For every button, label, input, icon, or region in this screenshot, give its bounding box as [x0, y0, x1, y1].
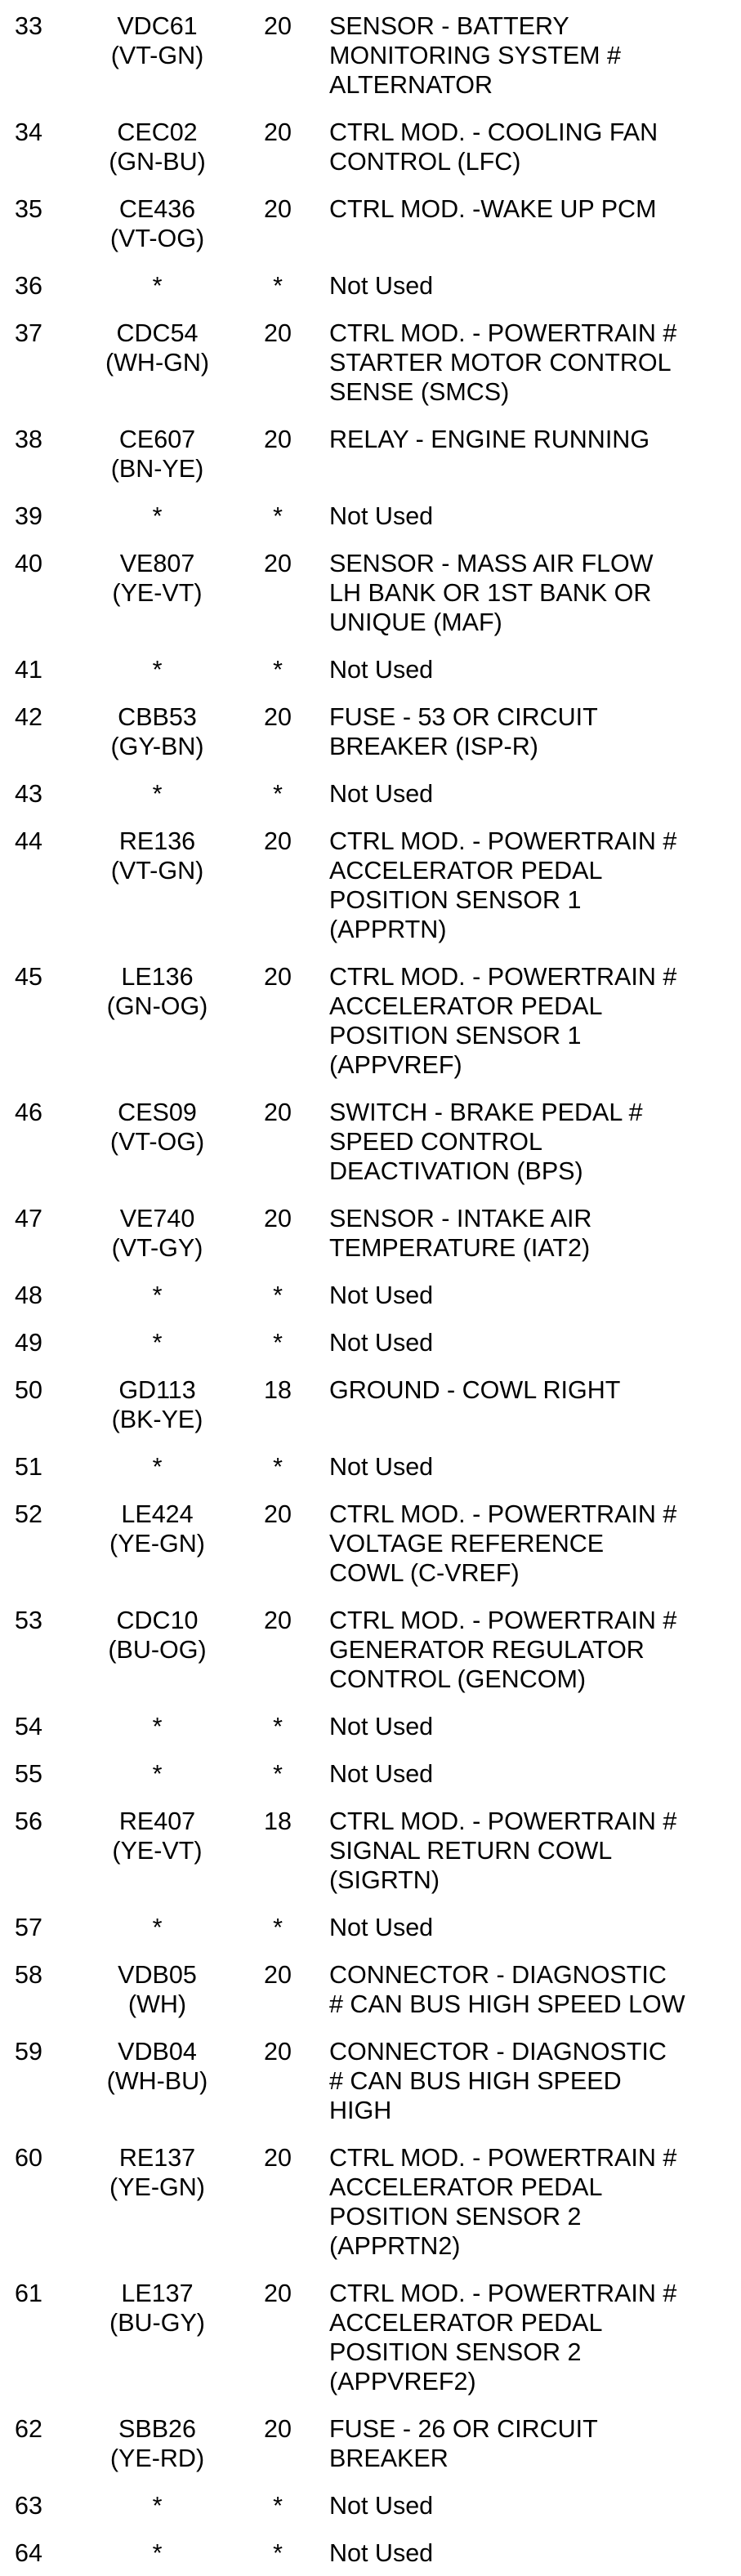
function-line: Not Used: [329, 780, 434, 808]
pin-row: [0, 1318, 741, 1366]
circuit-cell: [82, 1490, 233, 1596]
function-line: (SIGRTN): [329, 1866, 440, 1894]
function-line: CTRL MOD. -WAKE UP PCM: [329, 195, 657, 223]
wire-gauge: 18: [264, 1376, 292, 1404]
circuit-code: *: [152, 2539, 163, 2567]
function-line: BREAKER: [329, 2445, 449, 2472]
circuit-function: [323, 1903, 741, 1950]
pin-number: 41: [15, 656, 42, 684]
circuit-function: [323, 0, 741, 108]
circuit-code: LE136: [121, 963, 194, 991]
function-line: Not Used: [329, 502, 434, 530]
circuit-code: *: [152, 1329, 163, 1357]
circuit-function: [323, 769, 741, 817]
circuit-function: [323, 1749, 741, 1797]
function-line: Not Used: [329, 1329, 434, 1357]
circuit-cell: [82, 1442, 233, 1490]
circuit-function: [323, 415, 741, 492]
function-line: (APPVREF2): [329, 2368, 476, 2396]
circuit-cell: [82, 0, 233, 108]
circuit-function: [323, 952, 741, 1088]
wire-color: (WH): [127, 1990, 187, 2018]
pin-number: 37: [15, 319, 42, 347]
circuit-function: [323, 2481, 741, 2529]
circuit-cell: [82, 539, 233, 645]
function-line: SENSOR - BATTERY: [329, 12, 569, 40]
pin-row: [0, 952, 741, 1088]
circuit-code: CBB53: [118, 703, 197, 731]
circuit-cell: [82, 1088, 233, 1194]
wire-gauge: 20: [264, 319, 292, 347]
circuit-cell: [82, 1797, 233, 1903]
circuit-code: VE807: [119, 550, 195, 577]
pin-row: [0, 2027, 741, 2133]
circuit-cell: [82, 2404, 233, 2481]
function-line: CTRL MOD. - POWERTRAIN #: [329, 2280, 677, 2307]
pin-number: 56: [15, 1807, 42, 1835]
circuit-code: VE740: [119, 1205, 195, 1232]
pin-row: [0, 1490, 741, 1596]
function-line: ALTERNATOR: [329, 71, 493, 99]
wire-gauge: *: [273, 1713, 283, 1740]
pin-number: 42: [15, 703, 42, 731]
function-line: UNIQUE (MAF): [329, 608, 502, 636]
function-line: ACCELERATOR PEDAL: [329, 2309, 603, 2337]
pin-number: 58: [15, 1961, 42, 1989]
function-line: CTRL MOD. - POWERTRAIN #: [329, 963, 677, 991]
circuit-function: [323, 2529, 741, 2576]
circuit-code: VDB05: [118, 1961, 197, 1989]
circuit-function: [323, 492, 741, 539]
pin-number: 46: [15, 1099, 42, 1126]
pin-number: 47: [15, 1205, 42, 1232]
pin-number: 62: [15, 2415, 42, 2443]
function-line: SIGNAL RETURN COWL: [329, 1837, 613, 1865]
function-line: POSITION SENSOR 2: [329, 2203, 582, 2231]
circuit-function: [323, 2269, 741, 2404]
circuit-cell: [82, 1596, 233, 1702]
pin-row: [0, 769, 741, 817]
pin-row: [0, 1596, 741, 1702]
wire-gauge: 20: [264, 2415, 292, 2443]
circuit-code: CDC54: [116, 319, 199, 347]
function-line: DEACTIVATION (BPS): [329, 1157, 583, 1185]
function-line: CTRL MOD. - POWERTRAIN #: [329, 1607, 677, 1634]
function-line: GENERATOR REGULATOR: [329, 1636, 645, 1664]
pin-number: 45: [15, 963, 42, 991]
wire-gauge: 20: [264, 2280, 292, 2307]
function-line: # CAN BUS HIGH SPEED LOW: [329, 1990, 685, 2018]
circuit-code: *: [152, 502, 163, 530]
function-line: CONNECTOR - DIAGNOSTIC: [329, 2038, 667, 2066]
circuit-cell: [82, 1702, 233, 1749]
wire-color: (BK-YE): [111, 1406, 203, 1433]
pin-row: [0, 261, 741, 309]
function-line: Not Used: [329, 1914, 434, 1941]
function-line: POSITION SENSOR 1: [329, 1022, 582, 1050]
function-line: Not Used: [329, 272, 434, 300]
pin-row: [0, 0, 741, 108]
wire-color: (YE-GN): [109, 1530, 205, 1558]
circuit-cell: [82, 185, 233, 261]
wire-gauge: *: [273, 272, 283, 300]
pin-row: [0, 539, 741, 645]
wire-color: (VT-GN): [110, 857, 204, 885]
function-line: HIGH: [329, 2097, 392, 2124]
wire-gauge: 20: [264, 118, 292, 146]
circuit-code: *: [152, 656, 163, 684]
circuit-code: LE137: [121, 2280, 194, 2307]
function-line: Not Used: [329, 2492, 434, 2520]
pin-row: [0, 2133, 741, 2269]
pin-row: [0, 2269, 741, 2404]
pin-row: [0, 1088, 741, 1194]
circuit-cell: [82, 1271, 233, 1318]
circuit-function: [323, 1088, 741, 1194]
pin-number: 57: [15, 1914, 42, 1941]
pin-row: [0, 2404, 741, 2481]
wire-gauge: *: [273, 502, 283, 530]
pin-row: [0, 1950, 741, 2027]
pin-row: [0, 1749, 741, 1797]
function-line: COWL (C-VREF): [329, 1559, 520, 1587]
pin-number: 63: [15, 2492, 42, 2520]
circuit-code: CE607: [118, 426, 196, 453]
wire-color: (WH-GN): [105, 349, 210, 377]
circuit-code: GD113: [118, 1376, 196, 1404]
pin-number: 59: [15, 2038, 42, 2066]
wire-gauge: 20: [264, 1500, 292, 1528]
circuit-code: VDB04: [118, 2038, 197, 2066]
function-line: CTRL MOD. - COOLING FAN: [329, 118, 658, 146]
circuit-function: [323, 1490, 741, 1596]
function-line: CONNECTOR - DIAGNOSTIC: [329, 1961, 667, 1989]
circuit-code: CES09: [118, 1099, 197, 1126]
function-line: Not Used: [329, 1760, 434, 1788]
function-line: MONITORING SYSTEM #: [329, 42, 622, 69]
pin-number: 35: [15, 195, 42, 223]
circuit-cell: [82, 645, 233, 693]
circuit-cell: [82, 2481, 233, 2529]
pin-number: 39: [15, 502, 42, 530]
pin-row: [0, 1797, 741, 1903]
circuit-code: RE137: [118, 2144, 196, 2172]
pin-number: 53: [15, 1607, 42, 1634]
function-line: CTRL MOD. - POWERTRAIN #: [329, 1500, 677, 1528]
circuit-cell: [82, 2269, 233, 2404]
circuit-function: [323, 108, 741, 185]
circuit-code: *: [152, 1760, 163, 1788]
pin-row: [0, 645, 741, 693]
function-line: Not Used: [329, 1281, 434, 1309]
circuit-function: [323, 539, 741, 645]
pin-number: 43: [15, 780, 42, 808]
circuit-cell: [82, 1903, 233, 1950]
wire-color: (GN-OG): [106, 992, 208, 1020]
circuit-function: [323, 1271, 741, 1318]
wire-gauge: 20: [264, 195, 292, 223]
pin-row: [0, 817, 741, 952]
wire-color: (VT-OG): [109, 1128, 205, 1156]
circuit-cell: [82, 1318, 233, 1366]
circuit-function: [323, 309, 741, 415]
pin-row: [0, 1702, 741, 1749]
pin-number: 40: [15, 550, 42, 577]
pin-row: [0, 2529, 741, 2576]
wire-gauge: 20: [264, 1205, 292, 1232]
wire-color: (GN-BU): [109, 148, 206, 176]
function-line: Not Used: [329, 2539, 434, 2567]
wire-color: (YE-GN): [109, 2173, 205, 2201]
circuit-cell: [82, 2529, 233, 2576]
pin-row: [0, 1903, 741, 1950]
circuit-function: [323, 1596, 741, 1702]
wire-gauge: 20: [264, 1607, 292, 1634]
pin-row: [0, 185, 741, 261]
function-line: POSITION SENSOR 2: [329, 2338, 582, 2366]
wire-gauge: 20: [264, 703, 292, 731]
function-line: POSITION SENSOR 1: [329, 886, 582, 914]
circuit-cell: [82, 693, 233, 769]
wire-gauge: 18: [264, 1807, 292, 1835]
function-line: BREAKER (ISP-R): [329, 733, 538, 760]
function-line: # CAN BUS HIGH SPEED: [329, 2067, 622, 2095]
wire-color: (VT-GN): [110, 42, 204, 69]
wire-gauge: *: [273, 780, 283, 808]
circuit-function: [323, 2133, 741, 2269]
pin-number: 55: [15, 1760, 42, 1788]
wire-gauge: 20: [264, 963, 292, 991]
wire-gauge: *: [273, 2492, 283, 2520]
function-line: SENSOR - INTAKE AIR: [329, 1205, 592, 1232]
pin-number: 49: [15, 1329, 42, 1357]
wire-gauge: 20: [264, 2144, 292, 2172]
circuit-cell: [82, 415, 233, 492]
wire-color: (YE-RD): [109, 2445, 205, 2472]
circuit-cell: [82, 1194, 233, 1271]
function-line: VOLTAGE REFERENCE: [329, 1530, 605, 1558]
function-line: RELAY - ENGINE RUNNING: [329, 426, 650, 453]
circuit-function: [323, 2404, 741, 2481]
circuit-code: RE136: [118, 827, 196, 855]
circuit-cell: [82, 2133, 233, 2269]
wire-gauge: 20: [264, 1961, 292, 1989]
circuit-cell: [82, 108, 233, 185]
pin-number: 50: [15, 1376, 42, 1404]
circuit-cell: [82, 261, 233, 309]
circuit-code: CDC10: [116, 1607, 199, 1634]
circuit-function: [323, 1442, 741, 1490]
function-line: ACCELERATOR PEDAL: [329, 2173, 603, 2201]
circuit-function: [323, 1366, 741, 1442]
function-line: LH BANK OR 1ST BANK OR: [329, 579, 652, 607]
pin-row: [0, 2481, 741, 2529]
wire-gauge: *: [273, 1281, 283, 1309]
circuit-code: *: [152, 1914, 163, 1941]
function-line: ACCELERATOR PEDAL: [329, 857, 603, 885]
wire-gauge: *: [273, 1329, 283, 1357]
wire-gauge: 20: [264, 827, 292, 855]
wire-gauge: *: [273, 1760, 283, 1788]
wire-color: (GY-BN): [110, 733, 204, 760]
circuit-function: [323, 2027, 741, 2133]
circuit-function: [323, 817, 741, 952]
pin-number: 44: [15, 827, 42, 855]
function-line: CONTROL (LFC): [329, 148, 521, 176]
pin-number: 33: [15, 12, 42, 40]
pin-row: [0, 492, 741, 539]
circuit-cell: [82, 1950, 233, 2027]
function-line: CONTROL (GENCOM): [329, 1665, 587, 1693]
pin-number: 34: [15, 118, 42, 146]
circuit-function: [323, 1797, 741, 1903]
wire-color: (YE-VT): [112, 1837, 203, 1865]
circuit-cell: [82, 769, 233, 817]
circuit-code: *: [152, 2492, 163, 2520]
pin-row: [0, 1442, 741, 1490]
pin-row: [0, 693, 741, 769]
circuit-code: *: [152, 780, 163, 808]
wire-color: (WH-BU): [106, 2067, 208, 2095]
pin-number: 60: [15, 2144, 42, 2172]
wire-color: (BN-YE): [110, 455, 204, 483]
pin-number: 51: [15, 1453, 42, 1481]
function-line: Not Used: [329, 1713, 434, 1740]
function-line: (APPRTN2): [329, 2232, 461, 2260]
circuit-cell: [82, 2027, 233, 2133]
function-line: TEMPERATURE (IAT2): [329, 1234, 591, 1262]
function-line: GROUND - COWL RIGHT: [329, 1376, 621, 1404]
circuit-cell: [82, 1749, 233, 1797]
pin-number: 38: [15, 426, 42, 453]
circuit-code: LE424: [121, 1500, 194, 1528]
circuit-code: SBB26: [118, 2415, 196, 2443]
circuit-code: *: [152, 272, 163, 300]
function-line: CTRL MOD. - POWERTRAIN #: [329, 319, 677, 347]
pin-row: [0, 108, 741, 185]
wire-color: (YE-VT): [112, 579, 203, 607]
wire-color: (VT-OG): [109, 225, 205, 252]
wire-gauge: 20: [264, 550, 292, 577]
function-line: CTRL MOD. - POWERTRAIN #: [329, 827, 677, 855]
circuit-function: [323, 185, 741, 261]
circuit-cell: [82, 952, 233, 1088]
circuit-function: [323, 1194, 741, 1271]
circuit-code: *: [152, 1713, 163, 1740]
wire-gauge: 20: [264, 2038, 292, 2066]
pin-number: 48: [15, 1281, 42, 1309]
function-line: Not Used: [329, 1453, 434, 1481]
pin-row: [0, 1194, 741, 1271]
circuit-cell: [82, 492, 233, 539]
pin-number: 61: [15, 2280, 42, 2307]
function-line: SPEED CONTROL: [329, 1128, 542, 1156]
circuit-function: [323, 261, 741, 309]
wire-color: (BU-OG): [108, 1636, 207, 1664]
function-line: (APPRTN): [329, 916, 447, 943]
wire-gauge: 20: [264, 12, 292, 40]
circuit-code: CE436: [118, 195, 196, 223]
wire-gauge: *: [273, 1914, 283, 1941]
function-line: (APPVREF): [329, 1051, 462, 1079]
pin-row: [0, 1366, 741, 1442]
circuit-function: [323, 1950, 741, 2027]
function-line: ACCELERATOR PEDAL: [329, 992, 603, 1020]
circuit-code: *: [152, 1453, 163, 1481]
function-line: SENSOR - MASS AIR FLOW: [329, 550, 654, 577]
pin-number: 52: [15, 1500, 42, 1528]
pin-row: [0, 1271, 741, 1318]
circuit-function: [323, 693, 741, 769]
wire-gauge: 20: [264, 426, 292, 453]
pin-number: 36: [15, 272, 42, 300]
circuit-function: [323, 1318, 741, 1366]
circuit-code: RE407: [118, 1807, 196, 1835]
circuit-code: VDC61: [117, 12, 198, 40]
circuit-cell: [82, 309, 233, 415]
circuit-cell: [82, 817, 233, 952]
function-line: STARTER MOTOR CONTROL: [329, 349, 672, 377]
wire-gauge: 20: [264, 1099, 292, 1126]
wire-gauge: *: [273, 2539, 283, 2567]
function-line: FUSE - 53 OR CIRCUIT: [329, 703, 598, 731]
wire-gauge: *: [273, 1453, 283, 1481]
circuit-code: CEC02: [117, 118, 198, 146]
function-line: Not Used: [329, 656, 434, 684]
wire-gauge: *: [273, 656, 283, 684]
function-line: SENSE (SMCS): [329, 378, 510, 406]
circuit-function: [323, 1702, 741, 1749]
wire-color: (VT-GY): [111, 1234, 203, 1262]
function-line: FUSE - 26 OR CIRCUIT: [329, 2415, 598, 2443]
function-line: CTRL MOD. - POWERTRAIN #: [329, 1807, 677, 1835]
wire-color: (BU-GY): [109, 2309, 205, 2337]
pin-number: 54: [15, 1713, 42, 1740]
function-line: CTRL MOD. - POWERTRAIN #: [329, 2144, 677, 2172]
circuit-cell: [82, 1366, 233, 1442]
pin-row: [0, 309, 741, 415]
circuit-code: *: [152, 1281, 163, 1309]
function-line: SWITCH - BRAKE PEDAL #: [329, 1099, 643, 1126]
circuit-function: [323, 645, 741, 693]
pin-number: 64: [15, 2539, 42, 2567]
pin-row: [0, 415, 741, 492]
